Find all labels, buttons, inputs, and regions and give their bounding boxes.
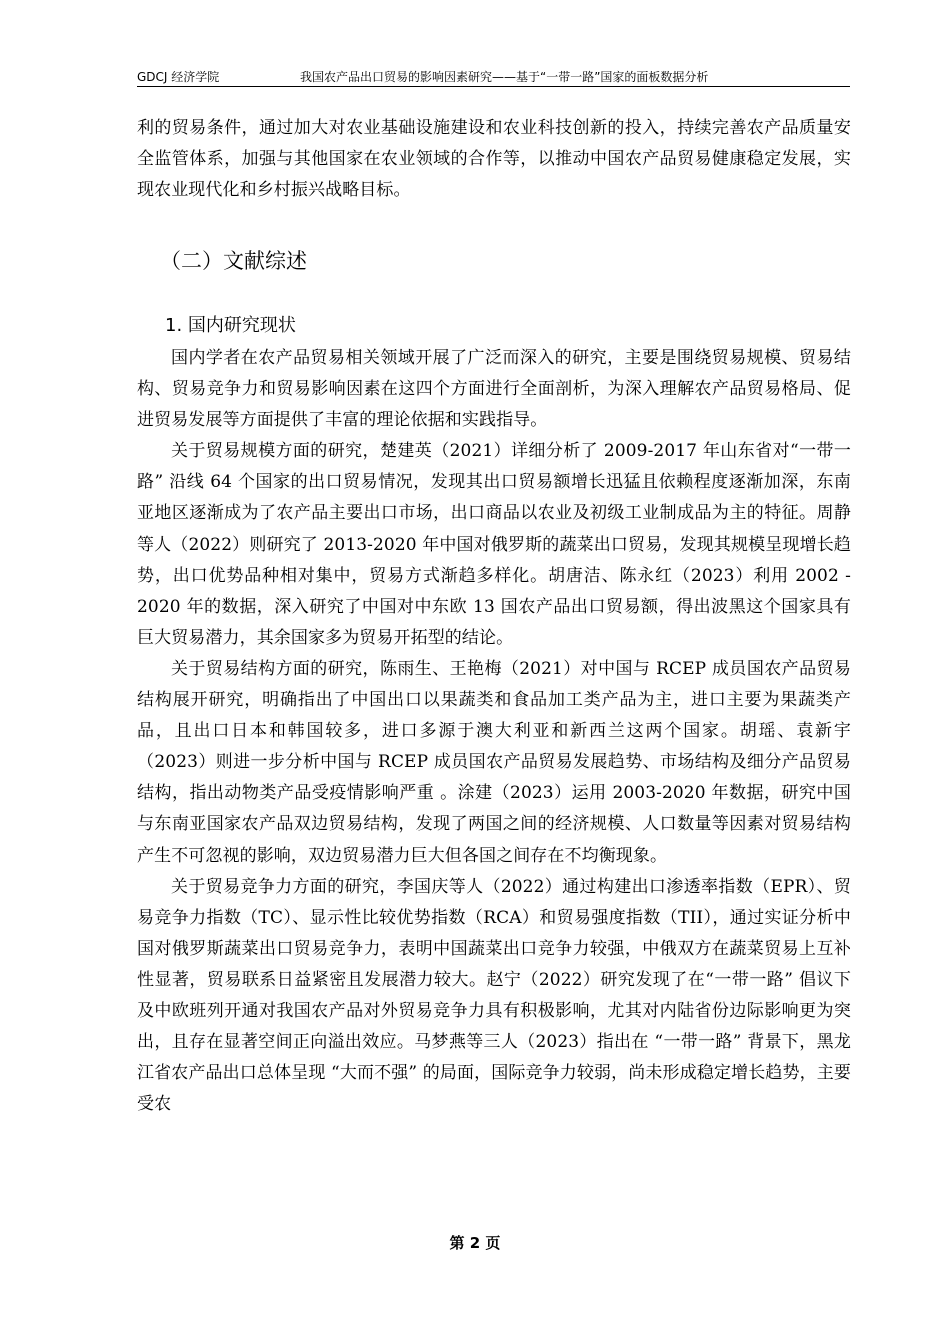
header-title: 我国农产品出口贸易的影响因素研究——基于“一带一路”国家的面板数据分析 — [300, 70, 709, 84]
paragraph-trade-structure: 关于贸易结构方面的研究，陈雨生、王艳梅（2021）对中国与 RCEP 成员国农产品贸易结构展开研究，明确指出了中国出口以果蔬类和食品加工类产品为主，进口主要为果蔬类产品，且出口日本和韩国较多，进口多源于澳大利亚和新西兰这两个国家。胡瑶、袁新宇（2023）则进一步分析中国与 RCEP 成员国农产品贸易发展趋势、市场结构及细分产品贸易结构，指出动物类产品受疫情影响严重 。涂建（2023）运用 2003-2020 年数据，研究中国与东南亚国家农产品双边贸易结构，发现了两国之间的经济规模、人口数量等因素对贸易结构产生不可忽视的影响，双边贸易潜力巨大但各国之间存在不均衡现象。 — [137, 658, 851, 866]
page-number: 第 2 页 — [449, 1234, 501, 1252]
page-header — [137, 64, 850, 87]
header-institution: GDCJ 经济学院 — [137, 70, 220, 84]
intro-block — [137, 113, 851, 206]
paragraph-trade-competitiveness: 关于贸易竞争力方面的研究，李国庆等人（2022）通过构建出口渗透率指数（EPR）、贸易竞争力指数（TC）、显示性比较优势指数（RCA）和贸易强度指数（TII），通过实证分析中国对俄罗斯蔬菜出口贸易竞争力，表明中国蔬菜出口竞争力较强，中俄双方在蔬菜贸易上互补性显著，贸易联系日益紧密且发展潜力较大。赵宁（2022）研究发现了在“一带一路” 倡议下及中欧班列开通对我国农产品对外贸易竞争力具有积极影响，尤其对内陆省份边际影响更为突出，且存在显著空间正向溢出效应。马梦燕等三人（2023）指出在 “一带一路” 背景下，黑龙江省农产品出口总体呈现 “大而不强” 的局面，国际竞争力较弱，尚未形成稳定增长趋势，主要受农 — [137, 876, 851, 1115]
section-heading: （二）文献综述 — [160, 249, 307, 273]
body-text — [137, 343, 851, 1120]
paragraph-trade-scale: 关于贸易规模方面的研究，楚建英（2021）详细分析了 2009-2017 年山东省对“一带一路” 沿线 64 个国家的出口贸易情况，发现其出口贸易额增长迅猛且依赖程度逐渐加深，东南亚地区逐渐成为了农产品主要出口市场，出口商品以农业及初级工业制成品为主的特征。周静等人（2022）则研究了 2013-2020 年中国对俄罗斯的蔬菜出口贸易，发现其规模呈现增长趋势，出口优势品种相对集中，贸易方式渐趋多样化。胡唐洁、陈永红（2023）利用 2002 - 2020 年的数据，深入研究了中国对中东欧 13 国农产品出口贸易额，得出波黑这个国家具有巨大贸易潜力，其余国家多为贸易开拓型的结论。 — [137, 441, 851, 648]
paragraph-overview: 国内学者在农产品贸易相关领域开展了广泛而深入的研究，主要是围绕贸易规模、贸易结构、贸易竞争力和贸易影响因素在这四个方面进行全面剖析，为深入理解农产品贸易格局、促进贸易发展等方面提供了丰富的理论依据和实践指导。 — [137, 348, 851, 431]
intro-paragraph: 利的贸易条件，通过加大对农业基础设施建设和农业科技创新的投入，持续完善农产品质量安全监管体系，加强与其他国家在农业领域的合作等，以推动中国农产品贸易健康稳定发展，实现农业现代化和乡村振兴战略目标。 — [137, 118, 851, 201]
subsection-heading: 1. 国内研究现状 — [165, 315, 296, 336]
